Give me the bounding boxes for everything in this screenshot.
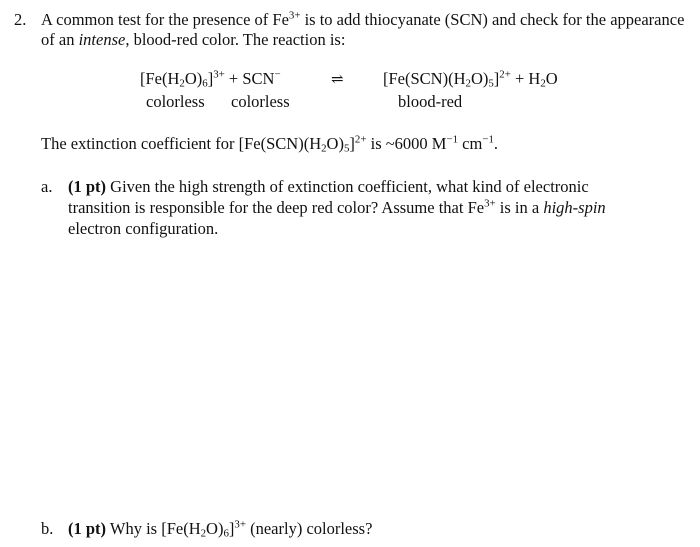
- part-b-text-3: ]: [228, 519, 235, 538]
- reaction-reactants: [140, 69, 281, 89]
- product-text-4: + H: [510, 69, 541, 88]
- part-b-text-2: O): [206, 519, 224, 538]
- ext-text-3: ]: [349, 134, 355, 153]
- reactant-charge-1: 3+: [213, 68, 225, 81]
- part-b-text-1: Why is [Fe(H: [106, 519, 201, 538]
- part-a-letter: a.: [41, 177, 53, 196]
- extinction-coefficient-statement: [41, 134, 498, 154]
- part-b-charge: 3+: [234, 518, 246, 531]
- ext-unit-exp-1: −1: [446, 133, 459, 146]
- product-text-2: O): [470, 69, 489, 88]
- part-a-text-3: is in a: [495, 198, 544, 217]
- intro-text-a: A common test for the presence of Fe: [41, 10, 289, 29]
- ext-charge: 2+: [354, 133, 367, 146]
- reactant-text-4: + SCN: [224, 69, 275, 88]
- reaction-products: [383, 69, 558, 89]
- product-text-5: O: [545, 69, 558, 88]
- label-blood-red: blood-red: [398, 92, 463, 111]
- intro-text-b: is to add thiocyanate (SCN) and check for the appearance: [300, 10, 685, 29]
- product-text-3: ]: [493, 69, 500, 88]
- ext-text-6: .: [493, 134, 499, 153]
- ext-text-1: The extinction coefficient for [Fe(SCN)(H: [41, 134, 322, 153]
- ext-unit-exp-2: −1: [482, 133, 494, 146]
- product-sub-2: 5: [488, 77, 494, 90]
- ext-text-4: is ~6000 M: [366, 134, 447, 153]
- reactant-text-1: [Fe(H: [140, 69, 180, 88]
- part-a-text-1: Given the high strength of extinction coefficient, what kind of electronic: [106, 177, 589, 196]
- question-number: 2.: [14, 10, 27, 29]
- equilibrium-arrow-icon: ⇌: [331, 72, 344, 88]
- reactant-text-2: O): [184, 69, 203, 88]
- part-b-sub-2: 6: [223, 527, 229, 540]
- reactant-text-3: ]: [207, 69, 214, 88]
- reactant-charge-2: −: [274, 68, 281, 81]
- intro-text-c: of an: [41, 30, 79, 49]
- label-colorless-complex: colorless: [146, 92, 205, 111]
- part-b-text-4: (nearly) colorless?: [245, 519, 373, 538]
- product-text-1: [Fe(SCN)(H: [383, 69, 466, 88]
- part-a-fe-charge: 3+: [484, 197, 496, 210]
- reactant-sub-1: 2: [179, 77, 185, 90]
- ext-sub-1: 2: [321, 142, 327, 155]
- reactant-sub-2: 6: [202, 77, 208, 90]
- ext-text-2: O): [326, 134, 344, 153]
- ext-text-5: cm: [458, 134, 483, 153]
- product-sub-1: 2: [465, 77, 471, 90]
- intro-text-d: , blood-red color. The reaction is:: [125, 30, 346, 49]
- part-a-points: (1 pt): [68, 177, 107, 196]
- question-intro-line-1: [41, 10, 684, 30]
- ext-sub-2: 5: [343, 142, 350, 155]
- fe-charge: 3+: [288, 9, 301, 22]
- part-b-points: (1 pt): [68, 519, 107, 538]
- part-a-line-1: [68, 177, 589, 197]
- part-a-emphasis: high-spin: [543, 198, 606, 217]
- part-b-line: [68, 519, 372, 539]
- product-sub-3: 2: [540, 77, 546, 90]
- label-colorless-scn: colorless: [231, 92, 290, 111]
- part-a-text-2: transition is responsible for the deep red color? Assume that Fe: [68, 198, 485, 217]
- question-intro-line-2: [41, 30, 345, 50]
- intro-emphasis: intense: [78, 30, 126, 49]
- part-b-sub-1: 2: [200, 527, 207, 540]
- product-charge-1: 2+: [499, 68, 511, 81]
- part-a-line-2: [68, 198, 606, 218]
- part-b-letter: b.: [41, 519, 54, 538]
- part-a-line-3: electron configuration.: [68, 219, 219, 238]
